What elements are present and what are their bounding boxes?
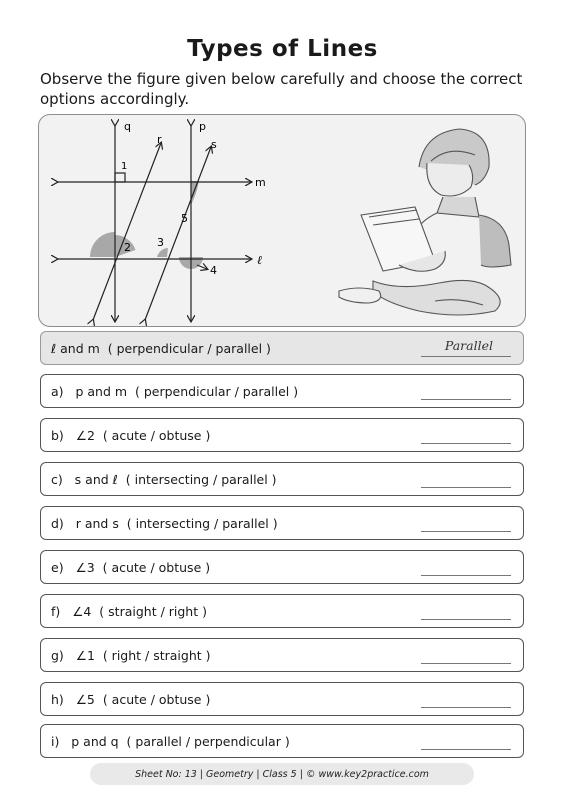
label-angle-5: 5 — [181, 212, 188, 225]
question-text: i) p and q ( parallel / perpendicular ) — [51, 733, 290, 749]
answer-line[interactable] — [421, 575, 511, 576]
angle-5-shading — [191, 181, 199, 205]
line-s — [145, 147, 211, 320]
answer-line[interactable] — [421, 749, 511, 750]
question-row-c — [40, 462, 524, 496]
example-question: ℓ and m ( perpendicular / parallel ) — [51, 340, 271, 356]
question-row-i — [40, 724, 524, 758]
example-row — [40, 331, 524, 365]
question-row-g — [40, 638, 524, 672]
label-angle-1: 1 — [121, 161, 128, 172]
question-row-h — [40, 682, 524, 716]
answer-line[interactable] — [421, 707, 511, 708]
answer-line[interactable] — [421, 619, 511, 620]
question-text: f) ∠4 ( straight / right ) — [51, 603, 207, 619]
label-s: s — [211, 138, 217, 151]
figure-panel — [38, 114, 526, 327]
label-m: m — [255, 176, 266, 189]
angle-3-shading — [157, 248, 168, 257]
label-q: q — [124, 120, 131, 133]
label-angle-2: 2 — [124, 241, 131, 254]
footer-text: Sheet No: 13 | Geometry | Class 5 | © www.key2practice.com — [135, 768, 429, 780]
question-text: b) ∠2 ( acute / obtuse ) — [51, 427, 211, 443]
label-angle-3: 3 — [157, 236, 164, 249]
question-row-f — [40, 594, 524, 628]
instruction-text: Observe the figure given below carefully and choose the correct options accordingly. — [40, 70, 523, 108]
answer-line[interactable] — [421, 663, 511, 664]
angle-1-right-mark — [115, 173, 125, 182]
label-r: r — [157, 133, 162, 146]
question-text: c) s and ℓ ( intersecting / parallel ) — [51, 471, 277, 487]
question-row-e — [40, 550, 524, 584]
label-p: p — [199, 120, 206, 133]
footer-bar — [90, 763, 474, 785]
angle-4-pointer — [197, 265, 207, 269]
answer-line[interactable] — [421, 487, 511, 488]
answer-line[interactable] — [421, 443, 511, 444]
angle-2b-shading — [90, 232, 115, 257]
question-text: h) ∠5 ( acute / obtuse ) — [51, 691, 211, 707]
girl-reading-illustration — [339, 129, 511, 315]
label-l: ℓ — [257, 253, 262, 267]
question-row-a — [40, 374, 524, 408]
label-angle-4: 4 — [210, 264, 217, 277]
answer-line[interactable] — [421, 531, 511, 532]
question-text: d) r and s ( intersecting / parallel ) — [51, 515, 278, 531]
question-row-d — [40, 506, 524, 540]
page-title: Types of Lines — [187, 36, 378, 62]
question-text: e) ∠3 ( acute / obtuse ) — [51, 559, 211, 575]
question-text: g) ∠1 ( right / straight ) — [51, 647, 211, 663]
answer-line — [421, 356, 511, 357]
answer-line[interactable] — [421, 399, 511, 400]
question-text: a) p and m ( perpendicular / parallel ) — [51, 383, 299, 399]
lines-diagram — [39, 115, 525, 326]
example-answer: Parallel — [444, 338, 493, 353]
question-row-b — [40, 418, 524, 452]
